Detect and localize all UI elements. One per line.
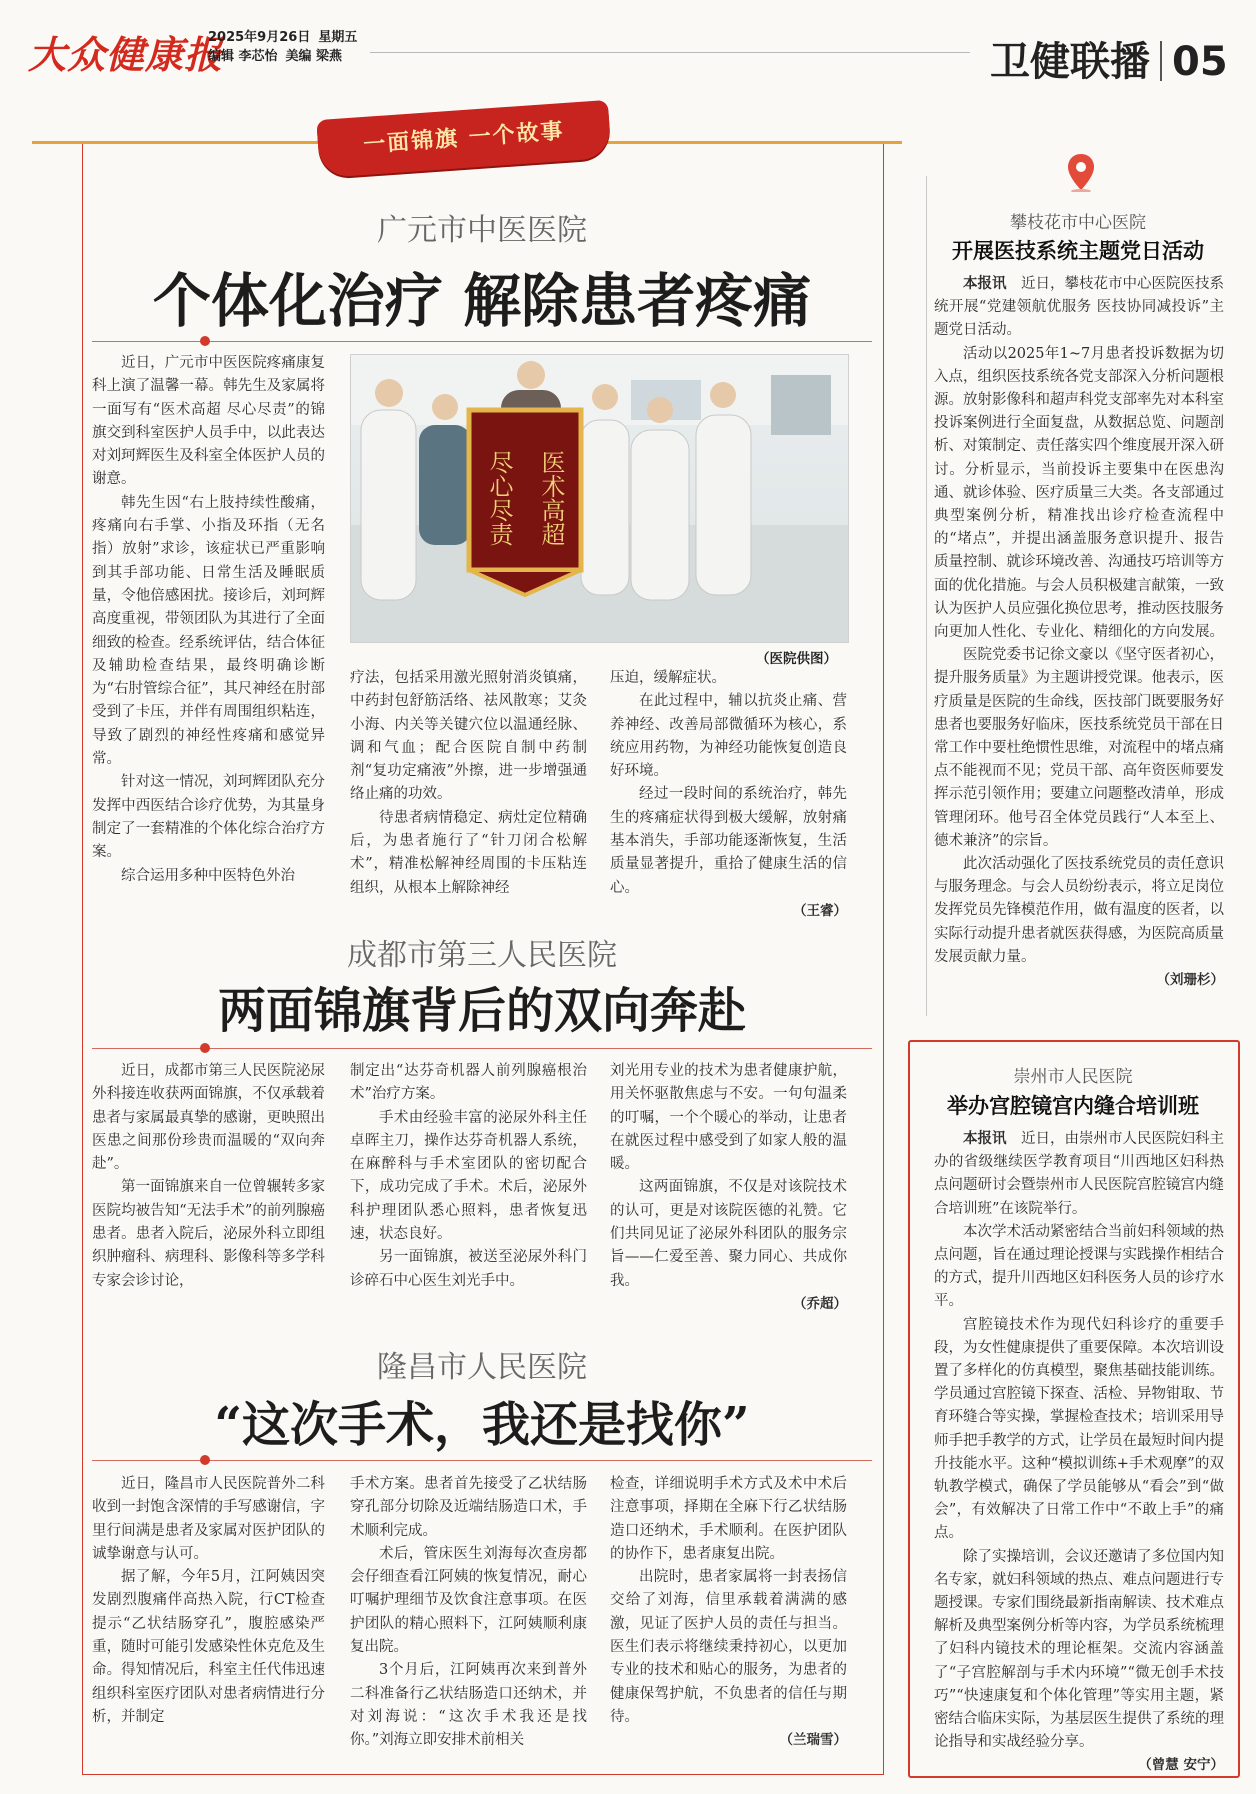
paragraph: 这两面锦旗，不仅是对该院技术的认可，更是对该院医德的礼赞。它们共同见证了泌尿外科团队的服务宗旨——仁爱至善、聚力同心、共成你我。: [610, 1179, 847, 1289]
story1-headline: 个体化治疗 解除患者疼痛: [152, 267, 812, 335]
lead-tag: 本报讯: [963, 1131, 1007, 1147]
photo-caption: （医院供图）: [756, 651, 837, 667]
right1-body: [934, 273, 1224, 992]
issue-date: 2025年9月26日: [208, 30, 311, 45]
story2-column-3: [610, 1060, 847, 1316]
story3-column-1: [92, 1473, 325, 1729]
paragraph: 术后，管床医生刘海每次查房都会仔细查看江阿姨的恢复情况，耐心叮嘱护理细节及饮食注意事项。在医护团队的精心照料下，江阿姨顺利康复出院。: [350, 1545, 587, 1656]
paragraph: [934, 273, 1224, 343]
story1-column-2: [350, 667, 587, 900]
paragraph: 近日，广元市中医医院疼痛康复科上演了温馨一幕。韩先生及家属将一面写有“医术高超 尽心尽责”的锦旗交到科室医护人员手中，以此表达对刘珂辉医生及科室全体医护人员的谢意。: [92, 355, 325, 488]
right1-byline: （刘珊杉）: [1156, 972, 1224, 989]
story3-column-3: [610, 1473, 847, 1753]
story1-column-3: [610, 667, 847, 923]
story2-headline: 两面锦旗背后的双向奔赴: [217, 983, 746, 1039]
paragraph: 据了解，今年5月，江阿姨因突发剧烈腹痛伴高热入院，行CT检查提示“乙状结肠穿孔”，腹腔感染严重，随时可能引发感染性休克危及生命。得知情况后，科室主任代伟迅速组织科室医疗团队对患者病情进行分析，并制定: [92, 1569, 325, 1725]
story1-byline: （王睿）: [793, 902, 847, 919]
paragraph: 除了实操培训，会议还邀请了多位国内知名专家，就妇科领域的热点、难点问题进行专题授课。专家们围绕最新指南解读、技术难点解析及典型案例分析等内容，为学员系统梳理了妇科内镜技术的理论框架。交流内容涵盖了“子宫腔解剖与手术内环境”“微无创手术技巧”“快速康复和个体化管理”等实用主题，紧密结合临床实际，为基层医生提供了系统的理论指导和实战经验分享。: [934, 1548, 1224, 1751]
issue-weekday: 星期五: [318, 30, 358, 45]
heart-icon: [200, 1043, 210, 1053]
story3-column-2: [350, 1473, 587, 1753]
right2-kicker: 崇州市人民医院: [1013, 1067, 1133, 1087]
lead-tag: 本报讯: [963, 276, 1007, 292]
location-pin-icon: [1066, 152, 1096, 196]
right2-body: [934, 1128, 1224, 1778]
paragraph: 手术方案。患者首先接受了乙状结肠穿孔部分切除及近端结肠造口术，手术顺利完成。: [350, 1476, 587, 1539]
photo-illustration: [351, 355, 848, 642]
heart-icon: [200, 1455, 210, 1465]
story2-column-1: [92, 1060, 325, 1293]
paragraph: 综合运用多种中医特色外治: [121, 867, 295, 884]
story2-column-2: [350, 1060, 587, 1293]
section-separator: [1160, 41, 1162, 81]
paragraph: 另一面锦旗，被送至泌尿外科门诊碎石中心医生刘光手中。: [350, 1249, 587, 1289]
right2-headline: 举办宫腔镜宫内缝合培训班: [947, 1094, 1199, 1118]
story1-kicker: 广元市中医医院: [377, 213, 587, 248]
right2-byline: （曾慧 安宁）: [1138, 1757, 1224, 1774]
story2-byline: （乔超）: [793, 1295, 847, 1312]
paragraph: 疗法，包括采用激光照射消炎镇痛，中药封包舒筋活络、祛风散寒；艾灸小海、内关等关键穴位以温通经脉、调和气血；配合医院自制中药制剂“复功定痛液”外擦，进一步增强通络止痛的功效。: [350, 670, 587, 803]
right1-kicker: 攀枝花市中心医院: [1010, 213, 1146, 233]
paragraph-text: 近日，由崇州市人民医院妇科主办的省级继续医学教育项目“川西地区妇科热点问题研讨会暨崇州市人民医院宫腔镜宫内缝合培训班”在该院举行。: [934, 1131, 1224, 1217]
right1-headline: 开展医技系统主题党日活动: [952, 239, 1204, 263]
paragraph: 3个月后，江阿姨再次来到普外二科准备行乙状结肠造口还纳术，并对刘海说：“这次手术我还是找你。”刘海立即安排术前相关: [350, 1662, 587, 1749]
paragraph: 本次学术活动紧密结合当前妇科领域的热点问题，旨在通过理论授课与实践操作相结合的方式，提升川西地区妇科医务人员的诊疗水平。: [934, 1223, 1224, 1310]
paragraph: 制定出“达芬奇机器人前列腺癌根治术”治疗方案。: [350, 1063, 587, 1103]
paragraph: 针对这一情况，刘珂辉团队充分发挥中西医结合诊疗优势，为其量身制定了一套精准的个体化综合治疗方案。: [92, 774, 325, 861]
section-name: 卫健联播: [990, 39, 1150, 85]
banner-text-left: 尽心尽责: [485, 450, 513, 546]
paragraph: 近日，隆昌市人民医院普外二科收到一封饱含深情的手写感谢信，字里行间满是患者及家属对医护团队的诚挚谢意与认可。: [92, 1476, 325, 1562]
newspaper-logo: 大众健康报: [28, 32, 224, 77]
editor-credit: 编辑 李芯怡: [208, 49, 278, 64]
feature-banner-text: 一面锦旗 一个故事: [362, 118, 566, 159]
paragraph: [934, 1128, 1224, 1221]
paragraph: 活动以2025年1~7月患者投诉数据为切入点，组织医技系统各党支部深入分析问题根源。放射影像科和超声科党支部率先对本科室投诉案例进行全面复盘，从数据总览、问题剖析、对策制定、责任落实四个维度展开深入研讨。分析显示，当前投诉主要集中在医患沟通、就诊体验、医疗质量三大类。各支部通过典型案例分析，精准找出诊疗检查流程中的“堵点”，并提出涵盖服务意识提升、报告质量控制、就诊环境改善、沟通技巧培训等方面的优化措施。与会人员积极建言献策，一致认为医护人员应强化换位思考，推动医技服务向更加人性化、专业化、精细化的方向发展。: [934, 345, 1224, 641]
paragraph: 经过一段时间的系统治疗，韩先生的疼痛症状得到极大缓解，放射痛基本消失，手部功能逐渐恢复，生活质量显著提升，重拾了健康生活的信心。: [610, 786, 847, 896]
paragraph: 检查，详细说明手术方式及术中术后注意事项，择期在全麻下行乙状结肠造口还纳术，手术顺利。在医护团队的协作下，患者康复出院。: [610, 1476, 847, 1562]
designer-credit: 美编 梁燕: [285, 49, 343, 64]
paragraph: 宫腔镜技术作为现代妇科诊疗的重要手段，为女性健康提供了重要保障。本次培训设置了多样化的仿真模型，聚焦基础技能训练。学员通过宫腔镜下探查、活检、异物钳取、节育环缝合等实操，掌握检查技术；培训采用导师手把手教学的方式，让学员在最短时间内提升技能水平。这种“模拟训练+手术观摩”的双轨教学模式，确保了学员能够从“看会”到“做会”，有效解决了日常工作中“不敢上手”的痛点。: [934, 1316, 1224, 1542]
paragraph: 此次活动强化了医技系统党员的责任意识与服务理念。与会人员纷纷表示，将立足岗位发挥党员先锋模范作用，做有温度的医者，以实际行动提升患者就医获得感，为医院高质量发展贡献力量。: [934, 856, 1224, 965]
paragraph: 刘光用专业的技术为患者健康护航，用关怀驱散焦虑与不安。一句句温柔的叮嘱，一个个暖心的举动，让患者在就医过程中感受到了如家人般的温暖。: [610, 1063, 847, 1173]
dateline: [208, 28, 365, 66]
header-rule: [370, 52, 970, 53]
section-title: [990, 30, 1228, 87]
story1-column-1: [92, 352, 325, 888]
paragraph: 医院党委书记徐文豪以《坚守医者初心，提升服务质量》为主题讲授党课。他表示，医疗质量是医院的生命线，医技部门既要服务好患者也要服务好临床，医技系统党员干部在日常工作中要杜绝惯性思维，对流程中的堵点痛点不能视而不见；党员干部、高年资医师要发挥示范引领作用；要建立问题整改清单，形成管理闭环。他号召全体党员践行“人本至上、德术兼济”的宗旨。: [934, 647, 1224, 849]
paragraph-text: 近日，攀枝花市中心医院医技系统开展“党建领航优服务 医技协同减投诉”主题党日活动。: [934, 276, 1224, 339]
award-photo: [350, 354, 849, 643]
page-number: 05: [1172, 39, 1228, 85]
right-column-rule: [926, 176, 927, 1016]
paragraph: 待患者病情稳定、病灶定位精确后，为患者施行了“针刀闭合松解术”，精准松解神经周围的卡压粘连组织，从根本上解除神经: [350, 809, 587, 896]
story3-byline: （兰瑞雪）: [779, 1732, 847, 1749]
banner-text-right: 医术高超: [537, 450, 565, 546]
heart-icon: [200, 336, 210, 346]
paragraph: 出院时，患者家属将一封表扬信交给了刘海，信里承载着满满的感激，见证了医护人员的责任与担当。医生们表示将继续秉持初心，以更加专业的技术和贴心的服务，为患者的健康保驾护航，不负患者的信任与期待。: [610, 1569, 847, 1725]
paragraph: 韩先生因“右上肢持续性酸痛，疼痛向右手掌、小指及环指（无名指）放射”求诊，该症状已严重影响到其手部功能、日常生活及睡眠质量，令他倍感困扰。接诊后，刘珂辉高度重视，带领团队为其进行了全面细致的检查。经系统评估，结合体征及辅助检查结果，最终明确诊断为“右肘管综合征”，其尺神经在肘部受到了卡压，并伴有周围组织粘连，导致了剧烈的神经性疼痛和感觉异常。: [92, 494, 325, 768]
paragraph: 在此过程中，辅以抗炎止痛、营养神经、改善局部微循环为核心，系统应用药物，为神经功能恢复创造良好环境。: [610, 693, 847, 780]
paragraph: 近日，成都市第三人民医院泌尿外科接连收获两面锦旗，不仅承载着患者与家属最真挚的感谢，更映照出医患之间那份珍贵而温暖的“双向奔赴”。: [92, 1063, 325, 1173]
story2-kicker: 成都市第三人民医院: [347, 938, 617, 973]
paragraph: 手术由经验丰富的泌尿外科主任卓晖主刀，操作达芬奇机器人系统，在麻醉科与手术室团队的密切配合下，成功完成了手术。术后，泌尿外科护理团队悉心照料，患者恢复迅速，状态良好。: [350, 1109, 587, 1243]
story3-kicker: 隆昌市人民医院: [377, 1350, 587, 1385]
paragraph: 第一面锦旗来自一位曾辗转多家医院均被告知“无法手术”的前列腺癌患者。患者入院后，泌尿外科立即组织肿瘤科、病理科、影像科等多学科专家会诊讨论，: [92, 1179, 325, 1289]
paragraph: 压迫，缓解症状。: [610, 670, 726, 686]
story3-headline: “这次手术，我还是找你”: [214, 1397, 750, 1453]
